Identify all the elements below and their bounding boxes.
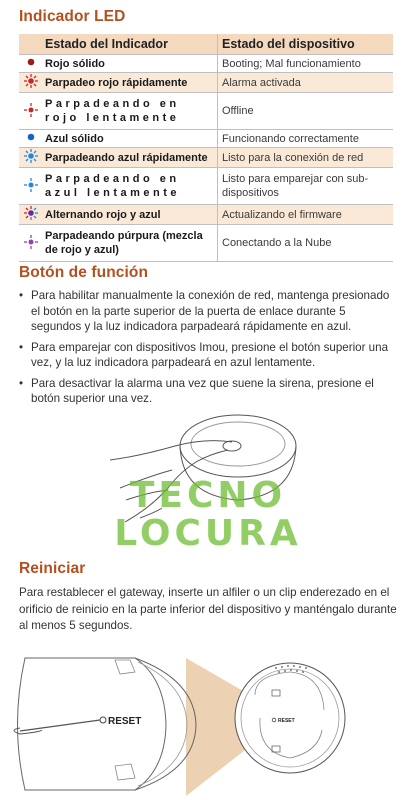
- fast-blink-blue-icon: [23, 148, 39, 164]
- blink-purple-icon: [23, 234, 39, 250]
- table-header-row: [19, 34, 393, 55]
- device-state: Booting; Mal funcionamiento: [218, 55, 394, 73]
- watermark-line2: LOCURA: [114, 513, 302, 554]
- reset-section-title: Reiniciar: [19, 560, 86, 577]
- indicator-state: Alternando rojo y azul: [43, 205, 218, 225]
- table-row: [19, 55, 393, 73]
- table-row: [19, 205, 393, 225]
- device-state: Funcionando correctamente: [218, 130, 394, 148]
- led-section-title: Indicador LED: [19, 8, 126, 25]
- col-device-header: Estado del dispositivo: [218, 34, 394, 55]
- large-device-bottom: [18, 658, 197, 790]
- reset-label-large: RESET: [108, 716, 142, 727]
- device-state: Offline: [218, 93, 394, 130]
- solid-red-dot-icon: [24, 55, 38, 69]
- indicator-state: Parpadeando púrpura (mezcla de rojo y azul): [43, 225, 218, 262]
- slow-blink-blue-icon: [23, 177, 39, 193]
- list-item: • Para habilitar manualmente la conexión de red, mantenga presionado el botón en la parte superior de la puerta de enlace durante 5 segundos y la luz indicadora parpadeará rápidamente en azul.: [19, 288, 399, 335]
- device-state: Conectando a la Nube: [218, 225, 394, 262]
- function-section-title: Botón de función: [19, 264, 149, 281]
- indicator-state: Parpadeando azul rápidamente: [43, 148, 218, 168]
- fast-blink-red-icon: [23, 73, 39, 89]
- table-row: [19, 225, 393, 262]
- table-row: [19, 148, 393, 168]
- indicator-state: Azul sólido: [43, 130, 218, 148]
- device-state: Listo para emparejar con sub-dispositivos: [218, 168, 394, 205]
- device-state: Actualizando el firmware: [218, 205, 394, 225]
- list-item: • Para desactivar la alarma una vez que suene la sirena, presione el botón superior una vez.: [19, 376, 399, 407]
- reset-label-small: RESET: [278, 718, 295, 724]
- list-item: • Para emparejar con dispositivos Imou, presione el botón superior una vez, y la luz indicadora parpadeará en azul lentamente.: [19, 340, 399, 371]
- indicator-state: Parpadeando en rojo lentamente: [43, 93, 218, 130]
- device-state: Listo para la conexión de red: [218, 148, 394, 168]
- watermark-line1: TECNO: [129, 475, 287, 516]
- function-bullet-list: [19, 288, 399, 412]
- indicator-state: Rojo sólido: [43, 55, 218, 73]
- reset-instructions: Para restablecer el gateway, inserte un alfiler o un clip enderezado en el orificio de reinicio en la parte inferior del dispositivo y manténgalo durante al menos 5 segundos.: [19, 586, 397, 632]
- indicator-state: Parpadeando en azul lentamente: [43, 168, 218, 205]
- table-row: [19, 93, 393, 130]
- table-row: [19, 130, 393, 148]
- device-state: Alarma activada: [218, 73, 394, 93]
- table-row: [19, 168, 393, 205]
- solid-blue-dot-icon: [24, 130, 38, 144]
- led-status-table: [19, 34, 393, 262]
- reset-illustration: [0, 640, 416, 800]
- indicator-state: Parpadeo rojo rápidamente: [43, 73, 218, 93]
- alternating-red-blue-icon: [23, 205, 39, 221]
- slow-blink-red-icon: [23, 102, 39, 118]
- table-row: [19, 73, 393, 93]
- col-indicator-header: Estado del Indicador: [43, 34, 218, 55]
